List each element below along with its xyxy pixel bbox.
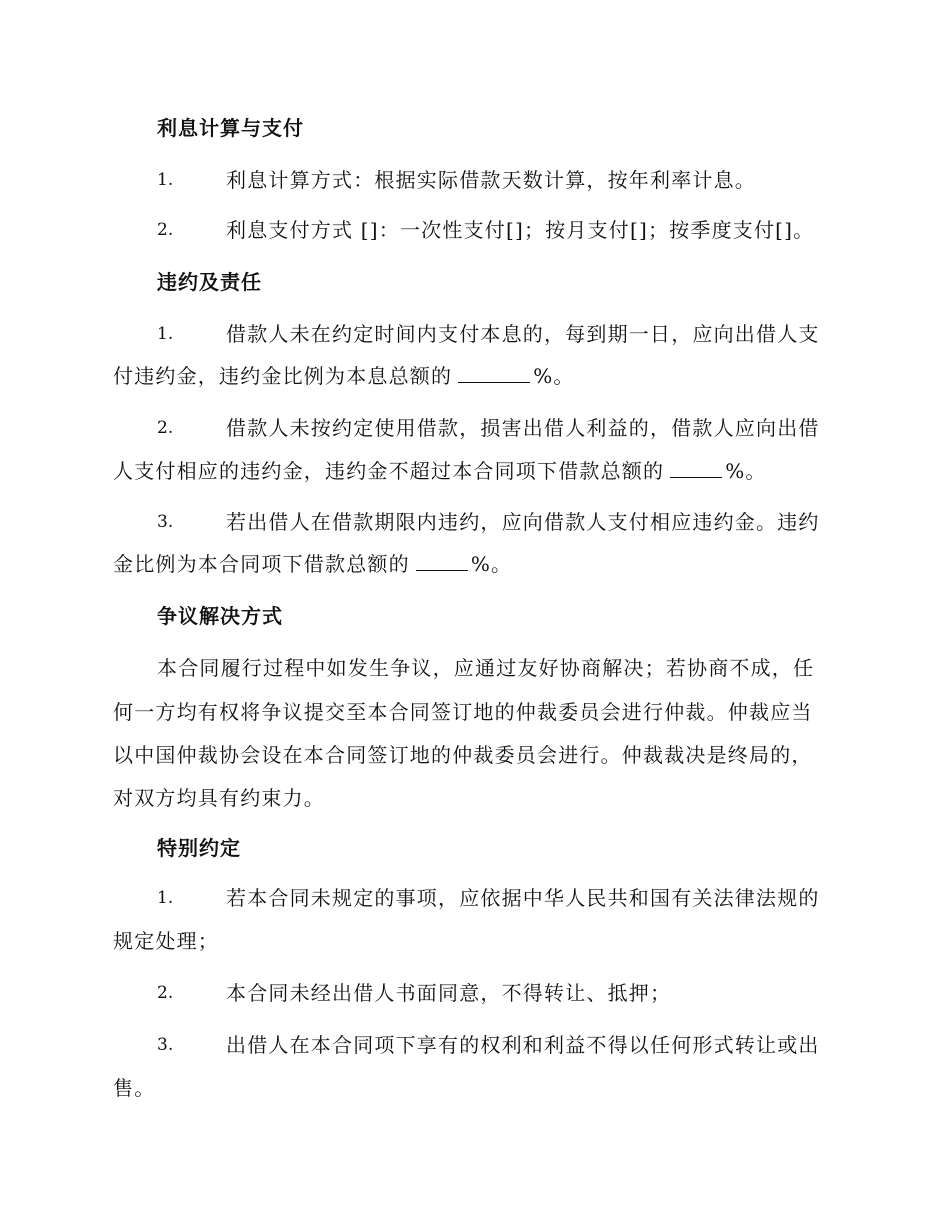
percent-sign: %。 [533,364,575,388]
breach-1-line-1: 借款人未在约定时间内支付本息的，每到期一日，应向出借人支 [226,322,820,346]
special-3-line-2: 售。 [113,1076,156,1100]
section-heading-interest: 利息计算与支付 [157,116,304,140]
breach-1-line-2-text: 付违约金，违约金比例为本息总额的 [113,364,453,388]
interest-calc-text: 利息计算方式：根据实际借款天数计算，按年利率计息。 [226,168,756,192]
fill-in-blank [416,552,468,571]
section-heading-special: 特别约定 [157,836,241,860]
breach-1-line-2 [113,364,575,388]
special-1-line-1: 若本合同未规定的事项，应依据中华人民共和国有关法律法规的 [226,886,820,910]
list-item-number: 2. [157,983,174,1003]
breach-3-line-2 [113,552,512,576]
list-item-number: 1. [157,324,174,344]
list-item-number: 3. [157,1035,174,1055]
list-item-number: 1. [157,170,174,190]
percent-sign: %。 [470,552,513,576]
dispute-paragraph-line: 何一方均有权将争议提交至本合同签订地的仲裁委员会进行仲裁。仲裁应当 [113,700,813,724]
special-1-line-2: 规定处理； [113,929,219,953]
list-item-number: 2. [157,220,174,240]
list-item-number: 1. [157,888,174,908]
section-heading-dispute: 争议解决方式 [157,604,283,628]
breach-3-line-2-text: 金比例为本合同项下借款总额的 [113,552,410,576]
breach-3-line-1: 若出借人在借款期限内违约，应向借款人支付相应违约金。违约 [226,510,820,534]
breach-2-line-2-text: 人支付相应的违约金，违约金不超过本合同项下借款总额的 [113,459,665,483]
fill-in-blank [670,459,722,478]
section-heading-breach: 违约及责任 [157,270,262,294]
list-item-number: 2. [157,418,174,438]
list-item-number: 3. [157,512,174,532]
dispute-paragraph-line: 对双方均具有约束力。 [113,786,325,810]
dispute-paragraph-line: 本合同履行过程中如发生争议，应通过友好协商解决；若协商不成，任 [157,656,815,680]
breach-2-line-2 [113,459,767,483]
fill-in-blank [458,364,530,383]
breach-2-line-1: 借款人未按约定使用借款，损害出借人利益的，借款人应向出借 [226,416,820,440]
percent-sign: %。 [725,459,767,483]
special-2-line-1: 本合同未经出借人书面同意，不得转让、抵押； [226,981,672,1005]
dispute-paragraph-line: 以中国仲裁协会设在本合同签订地的仲裁委员会进行。仲裁裁决是终局的， [113,743,813,767]
interest-payment-text: 利息支付方式 []：一次性支付[]；按月支付[]；按季度支付[]。 [226,218,815,242]
special-3-line-1: 出借人在本合同项下享有的权利和利益不得以任何形式转让或出 [226,1033,820,1057]
